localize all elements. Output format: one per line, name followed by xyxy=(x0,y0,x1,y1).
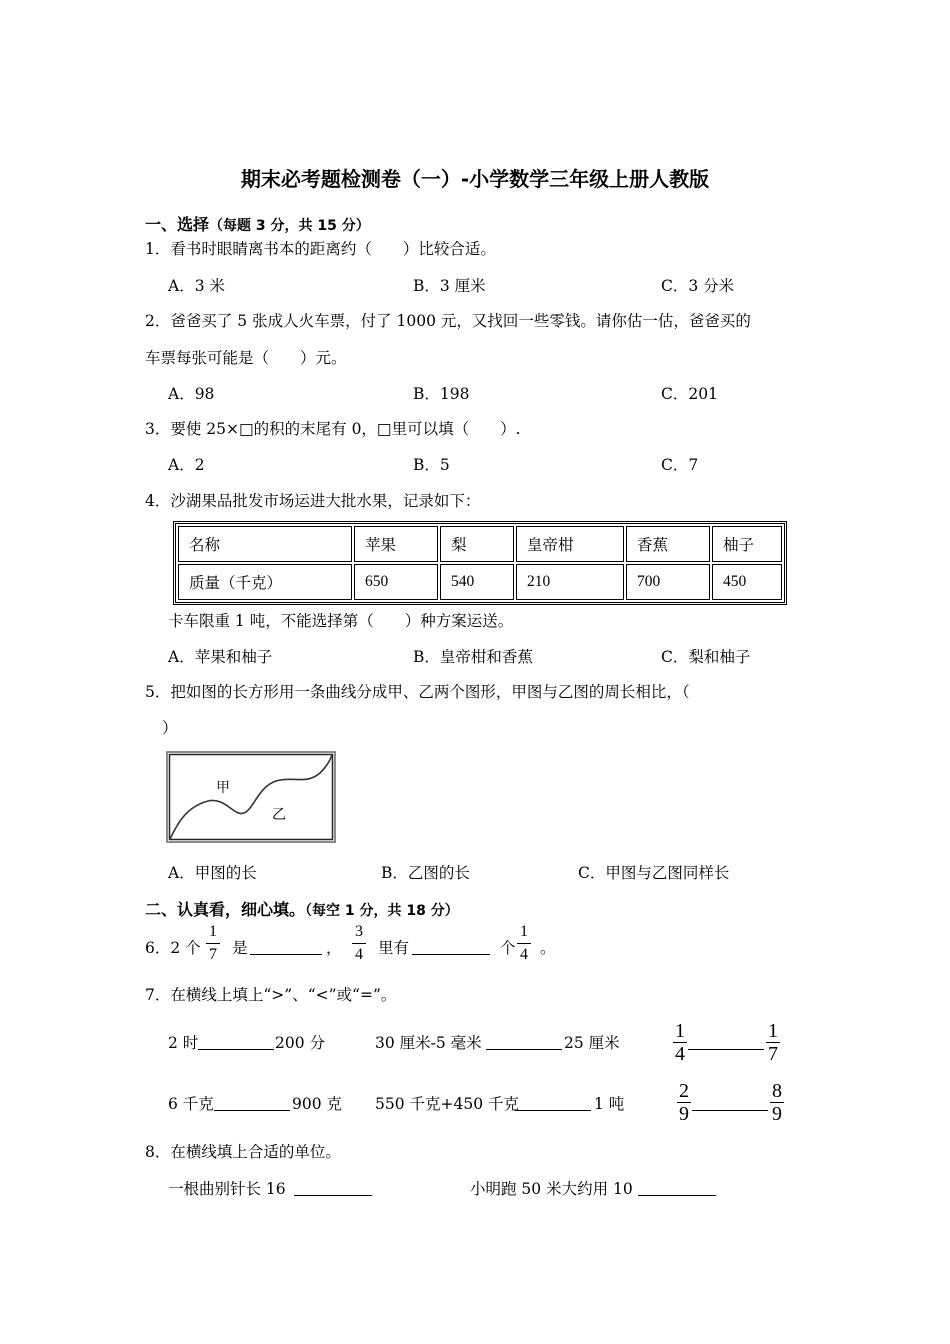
fraction-denominator: 7 xyxy=(768,1043,778,1065)
question-3-option-c[interactable]: C．7 xyxy=(661,456,699,474)
section-1-title: 一、选择 xyxy=(145,215,210,234)
table-cell: 柚子 xyxy=(712,526,782,562)
figure-label-yi: 乙 xyxy=(272,807,286,823)
question-5-stem-line-1: 5．把如图的长方形用一条曲线分成甲、乙两个图形，甲图与乙图的周长相比，（ xyxy=(145,683,690,701)
section-1-heading xyxy=(145,215,370,236)
table-row xyxy=(178,564,782,600)
table-cell: 700 xyxy=(626,564,710,600)
question-4-option-a[interactable]: A．苹果和柚子 xyxy=(168,648,273,666)
compare-1-right: 200 分 xyxy=(275,1034,326,1052)
fruit-weight-table xyxy=(173,521,787,605)
question-3-stem: 3．要使 25×□的积的末尾有 0，□里可以填（ ）. xyxy=(145,420,521,438)
figure-label-jia: 甲 xyxy=(216,780,230,796)
fraction-numerator: 1 xyxy=(209,923,217,940)
rectangle-curve-figure xyxy=(166,751,336,843)
section-2-heading xyxy=(145,900,459,921)
compare-3-blank[interactable] xyxy=(688,1033,764,1050)
table-cell: 质量（千克） xyxy=(178,564,352,600)
compare-2-right: 25 厘米 xyxy=(564,1034,620,1052)
fraction-bar xyxy=(206,943,220,944)
compare-2-blank[interactable] xyxy=(486,1033,562,1050)
table-cell: 450 xyxy=(712,564,782,600)
table-cell: 540 xyxy=(440,564,514,600)
question-5-option-a[interactable]: A．甲图的长 xyxy=(168,864,257,882)
compare-5-left: 550 千克+450 千克 xyxy=(375,1095,520,1113)
question-2-option-a[interactable]: A．98 xyxy=(168,385,215,403)
table-cell: 650 xyxy=(354,564,438,600)
table-cell: 210 xyxy=(516,564,624,600)
question-3-option-a[interactable]: A．2 xyxy=(168,456,205,474)
figure-outer-border xyxy=(167,752,335,842)
fraction-bar xyxy=(352,943,366,944)
question-8-item-1: 一根曲别针长 16 xyxy=(168,1180,286,1198)
question-6-text-count: 个 xyxy=(500,939,516,957)
question-6-prefix: 6．2 个 xyxy=(145,939,201,957)
page-title: 期末必考题检测卷（一）-小学数学三年级上册人教版 xyxy=(240,167,710,191)
rectangle-curve-diagram xyxy=(166,751,336,843)
question-6-text-contains: 里有 xyxy=(378,939,410,957)
question-4-stem: 4．沙湖果品批发市场运进大批水果，记录如下： xyxy=(145,492,481,510)
table-cell: 名称 xyxy=(178,526,352,562)
fraction-numerator: 1 xyxy=(768,1020,778,1042)
question-2-stem-line-1: 2．爸爸买了 5 张成人火车票，付了 1000 元，又找回一些零钱。请你估一估，爸爸买的 xyxy=(145,312,751,330)
fraction-bar xyxy=(517,943,531,944)
question-2-stem-line-2: 车票每张可能是（ ）元。 xyxy=(145,349,347,367)
table-cell: 梨 xyxy=(440,526,514,562)
question-6-blank-1[interactable] xyxy=(250,938,322,955)
question-2-option-c[interactable]: C．201 xyxy=(661,385,718,403)
fraction-right-2 xyxy=(770,1081,784,1124)
question-1-option-c[interactable]: C．3 分米 xyxy=(661,277,735,295)
table-cell: 香蕉 xyxy=(626,526,710,562)
question-1-option-b[interactable]: B．3 厘米 xyxy=(413,277,486,295)
compare-1-blank[interactable] xyxy=(198,1033,274,1050)
fraction-denominator: 4 xyxy=(675,1043,685,1065)
question-1-stem: 1．看书时眼睛离书本的距离约（ ）比较合适。 xyxy=(145,240,496,258)
fraction-numerator: 1 xyxy=(520,923,528,940)
fraction-one-quarter xyxy=(517,922,531,965)
question-6-text-is: 是 xyxy=(232,939,248,957)
compare-5-right: 1 吨 xyxy=(594,1095,625,1113)
fraction-left-1 xyxy=(673,1021,687,1064)
question-6-blank-2[interactable] xyxy=(412,938,490,955)
question-5-stem-line-2: ） xyxy=(162,719,178,737)
table-row xyxy=(178,526,782,562)
table-cell: 苹果 xyxy=(354,526,438,562)
question-6-comma: ， xyxy=(326,939,342,957)
fraction-denominator: 4 xyxy=(520,946,528,963)
table-cell: 皇帝柑 xyxy=(516,526,624,562)
question-4-note: 卡车限重 1 吨，不能选择第（ ）种方案运送。 xyxy=(168,612,514,630)
compare-5-blank[interactable] xyxy=(515,1094,591,1111)
question-8-blank-1[interactable] xyxy=(294,1179,372,1196)
question-5-option-c[interactable]: C．甲图与乙图同样长 xyxy=(578,864,730,882)
fraction-numerator: 8 xyxy=(772,1080,782,1102)
section-2-title: 二、认真看，细心填。 xyxy=(145,900,306,919)
compare-4-blank[interactable] xyxy=(214,1094,290,1111)
fraction-denominator: 7 xyxy=(209,946,217,963)
fraction-denominator: 9 xyxy=(772,1103,782,1125)
question-4-option-c[interactable]: C．梨和柚子 xyxy=(661,648,751,666)
fraction-numerator: 1 xyxy=(675,1020,685,1042)
fraction-denominator: 4 xyxy=(355,946,363,963)
compare-2-left: 30 厘米-5 毫米 xyxy=(375,1034,482,1052)
section-2-note: （每空 1 分，共 18 分） xyxy=(305,903,459,919)
compare-6-blank[interactable] xyxy=(692,1094,768,1111)
question-7-stem: 7．在横线上填上“>”、“<”或“=”。 xyxy=(145,986,397,1004)
question-3-option-b[interactable]: B．5 xyxy=(413,456,450,474)
question-8-stem: 8．在横线填上合适的单位。 xyxy=(145,1143,341,1161)
question-8-item-2: 小明跑 50 米大约用 10 xyxy=(470,1180,633,1198)
fraction-numerator: 3 xyxy=(355,923,363,940)
fraction-numerator: 2 xyxy=(679,1080,689,1102)
section-1-note: （每题 3 分，共 15 分） xyxy=(209,218,370,234)
question-5-option-b[interactable]: B．乙图的长 xyxy=(381,864,470,882)
question-6-period: 。 xyxy=(540,939,556,957)
fraction-one-seventh xyxy=(206,922,220,965)
question-4-option-b[interactable]: B．皇帝柑和香蕉 xyxy=(413,648,533,666)
compare-4-left: 6 千克 xyxy=(168,1095,214,1113)
compare-4-right: 900 克 xyxy=(292,1095,343,1113)
fraction-left-2 xyxy=(677,1081,691,1124)
fraction-right-1 xyxy=(766,1021,780,1064)
question-1-option-a[interactable]: A．3 米 xyxy=(168,277,225,295)
compare-1-left: 2 时 xyxy=(168,1034,199,1052)
question-2-option-b[interactable]: B．198 xyxy=(413,385,470,403)
fraction-denominator: 9 xyxy=(679,1103,689,1125)
question-8-blank-2[interactable] xyxy=(638,1179,716,1196)
fraction-three-quarters xyxy=(352,922,366,965)
